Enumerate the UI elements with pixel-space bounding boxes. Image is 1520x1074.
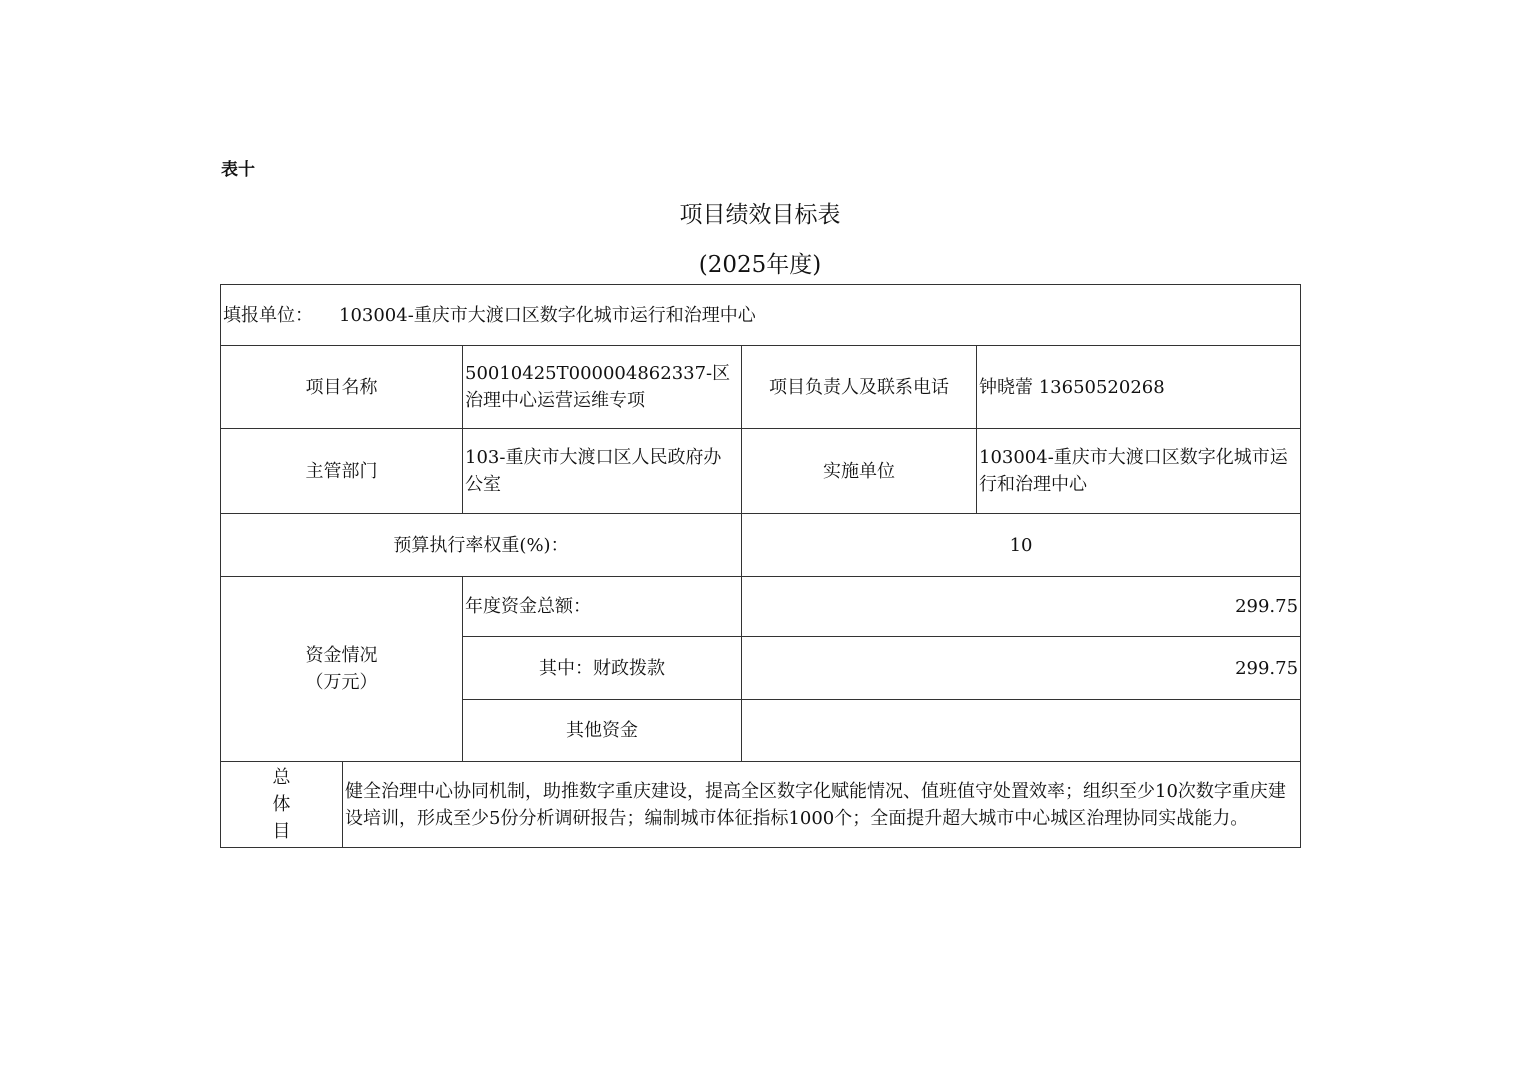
contact-value: 钟晓蕾 13650520268 [977, 346, 1301, 429]
budget-weight-row [221, 514, 1301, 577]
annual-total-label: 年度资金总额： [463, 577, 742, 637]
fiscal-label: 其中：财政拨款 [463, 637, 742, 700]
performance-target-table [220, 284, 1301, 848]
impl-label: 实施单位 [742, 429, 977, 514]
other-label: 其他资金 [463, 700, 742, 762]
project-name-label: 项目名称 [221, 346, 463, 429]
dept-label: 主管部门 [221, 429, 463, 514]
dept-value: 103-重庆市大渡口区人民政府办公室 [463, 429, 742, 514]
project-name-row [221, 346, 1301, 429]
impl-value: 103004-重庆市大渡口区数字化城市运行和治理中心 [977, 429, 1301, 514]
funds-label-line2: （万元） [305, 672, 378, 693]
fiscal-value: 299.75 [742, 637, 1301, 700]
goal-label-char-2: 体 [272, 794, 291, 815]
table-number: 表十 [221, 160, 255, 180]
page-subtitle: (2025年度) [698, 252, 822, 278]
reporting-unit-value: 103004-重庆市大渡口区数字化城市运行和治理中心 [339, 304, 756, 326]
reporting-unit-label: 填报单位： [223, 304, 313, 326]
department-row [221, 429, 1301, 514]
goal-label-char-1: 总 [272, 767, 291, 788]
overall-goal-row [221, 762, 1301, 848]
goal-label-char-3: 目 [272, 821, 291, 842]
goal-text: 健全治理中心协同机制，助推数字重庆建设，提高全区数字化赋能情况、值班值守处置效率；组织至少10次数字重庆建设培训，形成至少5份分析调研报告；编制城市体征指标1000个；全面提升超大城市中心城区治理协同实战能力。 [343, 762, 1301, 848]
funds-label-line1: 资金情况 [305, 645, 378, 666]
annual-total-row [221, 577, 1301, 637]
page-title: 项目绩效目标表 [679, 202, 841, 228]
other-value [742, 700, 1301, 762]
project-name-value: 50010425T000004862337-区治理中心运营运维专项 [463, 346, 742, 429]
goal-label [221, 762, 343, 848]
annual-total-value: 299.75 [742, 577, 1301, 637]
contact-label: 项目负责人及联系电话 [742, 346, 977, 429]
reporting-unit-row [221, 285, 1301, 346]
reporting-unit-cell [221, 285, 1301, 346]
budget-weight-label: 预算执行率权重(%)： [221, 514, 742, 577]
funds-label [221, 577, 463, 762]
budget-weight-value: 10 [742, 514, 1301, 577]
